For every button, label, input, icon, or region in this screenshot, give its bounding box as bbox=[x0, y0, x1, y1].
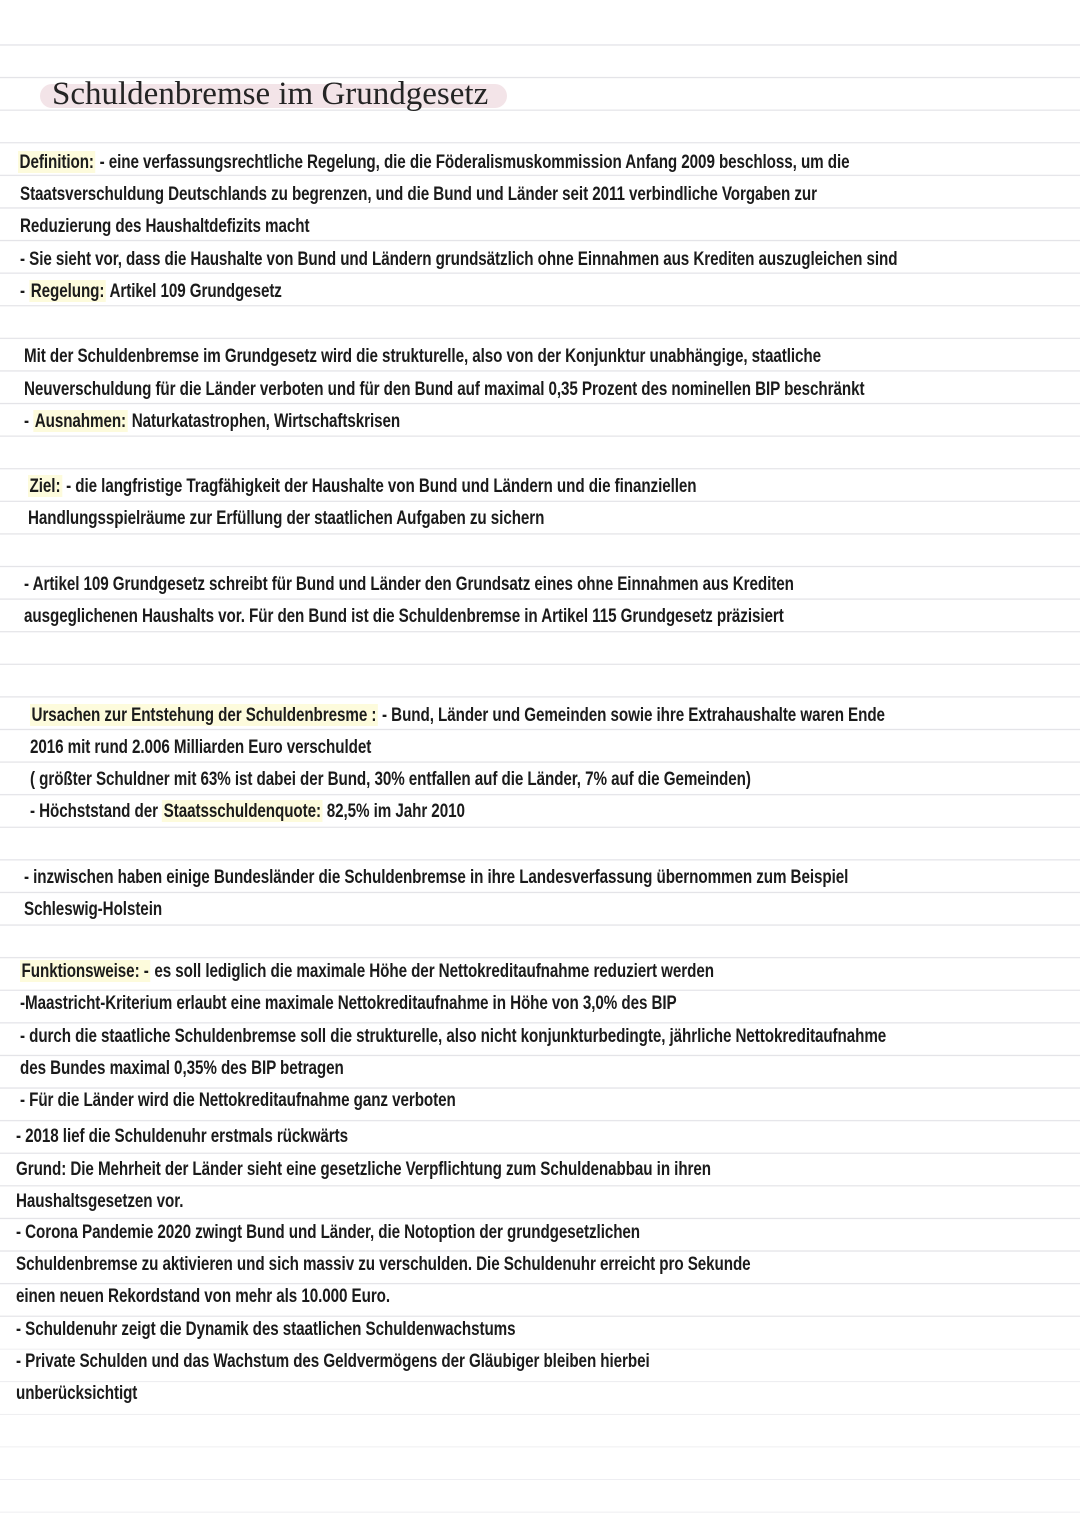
funktionsweise-line-1 bbox=[20, 956, 714, 986]
bundeslaender-line-2: Schleswig-Holstein bbox=[24, 898, 163, 920]
hoechststand-text: 82,5% im Jahr 2010 bbox=[322, 800, 465, 822]
schuldenuhr-line-6: einen neuen Rekordstand von mehr als 10.000 Euro. bbox=[16, 1285, 391, 1307]
ursachen-line-2: 2016 mit rund 2.006 Milliarden Euro verschuldet bbox=[30, 736, 372, 758]
schuldenuhr-line-9: unberücksichtigt bbox=[16, 1382, 138, 1404]
hoechststand-line bbox=[30, 796, 465, 826]
definition-label: Definition: bbox=[19, 151, 94, 173]
funktionsweise-line-5: - Für die Länder wird die Nettokreditaufnahme ganz verboten bbox=[20, 1089, 456, 1111]
ausnahmen-text: Naturkatastrophen, Wirtschaftskrisen bbox=[127, 410, 401, 432]
definition-line-1 bbox=[18, 147, 850, 177]
ausnahmen-prefix: - bbox=[24, 410, 34, 432]
definition-line-2: Staatsverschuldung Deutschlands zu begrenzen, und die Bund und Länder seit 2011 verbindliche Vorgaben zur bbox=[20, 183, 817, 205]
regelung-prefix: - bbox=[20, 280, 30, 302]
ausnahmen-label: Ausnahmen: bbox=[34, 410, 127, 432]
funktionsweise-label: Funktionsweise: - bbox=[21, 960, 149, 982]
schuldenuhr-line-4: - Corona Pandemie 2020 zwingt Bund und Länder, die Notoption der grundgesetzlichen bbox=[16, 1221, 641, 1243]
artikel-line-1: - Artikel 109 Grundgesetz schreibt für Bund und Länder den Grundsatz eines ohne Einnahmen aus Krediten bbox=[24, 573, 794, 595]
ziel-line-2: Handlungsspielräume zur Erfüllung der staatlichen Aufgaben zu sichern bbox=[28, 507, 545, 529]
ursachen-text: - Bund, Länder und Gemeinden sowie ihre Extrahaushalte waren Ende bbox=[377, 704, 885, 726]
funktionsweise-text: es soll lediglich die maximale Höhe der Nettokreditaufnahme reduziert werden bbox=[150, 960, 714, 982]
schuldenuhr-line-5: Schuldenbremse zu aktivieren und sich massiv zu verschulden. Die Schuldenuhr erreicht pro Sekunde bbox=[16, 1253, 751, 1275]
ursachen-label: Ursachen zur Entstehung der Schuldenbresme : bbox=[31, 704, 377, 726]
schuldenuhr-line-3: Haushaltsgesetzen vor. bbox=[16, 1190, 184, 1212]
definition-text: - eine verfassungsrechtliche Regelung, die die Föderalismuskommission Anfang 2009 beschloss, um die bbox=[95, 151, 850, 173]
schuldenuhr-line-2: Grund: Die Mehrheit der Länder sieht eine gesetzliche Verpflichtung zum Schuldenabbau in ihren bbox=[16, 1158, 711, 1180]
ursachen-line-1 bbox=[30, 700, 885, 730]
regelung-label: Regelung: bbox=[30, 280, 105, 302]
structural-line-2: Neuverschuldung für die Länder verboten und für den Bund auf maximal 0,35 Prozent des nominellen BIP beschränkt bbox=[24, 378, 865, 400]
artikel-line-2: ausgeglichenen Haushalts vor. Für den Bund ist die Schuldenbremse in Artikel 115 Grundgesetz präzisiert bbox=[24, 605, 784, 627]
hoechststand-prefix: - Höchststand der bbox=[30, 800, 163, 822]
ausnahmen-line bbox=[24, 406, 400, 436]
definition-line-3: Reduzierung des Haushaltdefizits macht bbox=[20, 215, 310, 237]
ziel-label: Ziel: bbox=[29, 475, 61, 497]
ziel-text: - die langfristige Tragfähigkeit der Haushalte von Bund und Ländern und die finanziellen bbox=[62, 475, 697, 497]
regelung-text: Artikel 109 Grundgesetz bbox=[105, 280, 282, 302]
ziel-line-1 bbox=[28, 471, 696, 501]
ursachen-line-3: ( größter Schuldner mit 63% ist dabei der Bund, 30% entfallen auf die Länder, 7% auf die Gemeinden) bbox=[30, 768, 751, 790]
funktionsweise-line-4: des Bundes maximal 0,35% des BIP betragen bbox=[20, 1057, 344, 1079]
structural-line-1: Mit der Schuldenbremse im Grundgesetz wird die strukturelle, also von der Konjunktur unabhängige, staatliche bbox=[24, 345, 822, 367]
regelung-line bbox=[20, 276, 282, 306]
funktionsweise-line-3: - durch die staatliche Schuldenbremse soll die strukturelle, also nicht konjunkturbedingte, jährliche Nettokreditaufnahme bbox=[20, 1025, 887, 1047]
title-block bbox=[40, 74, 488, 114]
schuldenuhr-line-8: - Private Schulden und das Wachstum des Geldvermögens der Gläubiger bleiben hierbei bbox=[16, 1350, 650, 1372]
hoechststand-label: Staatsschuldenquote: bbox=[163, 800, 322, 822]
funktionsweise-line-2: -Maastricht-Kriterium erlaubt eine maximale Nettokreditaufnahme in Höhe von 3,0% des BIP bbox=[20, 992, 677, 1014]
definition-line-4: - Sie sieht vor, dass die Haushalte von Bund und Ländern grundsätzlich ohne Einnahmen aus Krediten auszugleichen sind bbox=[20, 248, 898, 270]
bundeslaender-line-1: - inzwischen haben einige Bundesländer die Schuldenbremse in ihre Landesverfassung übernommen zum Beispiel bbox=[24, 866, 849, 888]
schuldenuhr-line-1: - 2018 lief die Schuldenuhr erstmals rückwärts bbox=[16, 1125, 349, 1147]
page-title: Schuldenbremse im Grundgesetz bbox=[52, 76, 489, 112]
schuldenuhr-line-7: - Schuldenuhr zeigt die Dynamik des staatlichen Schuldenwachstums bbox=[16, 1318, 516, 1340]
